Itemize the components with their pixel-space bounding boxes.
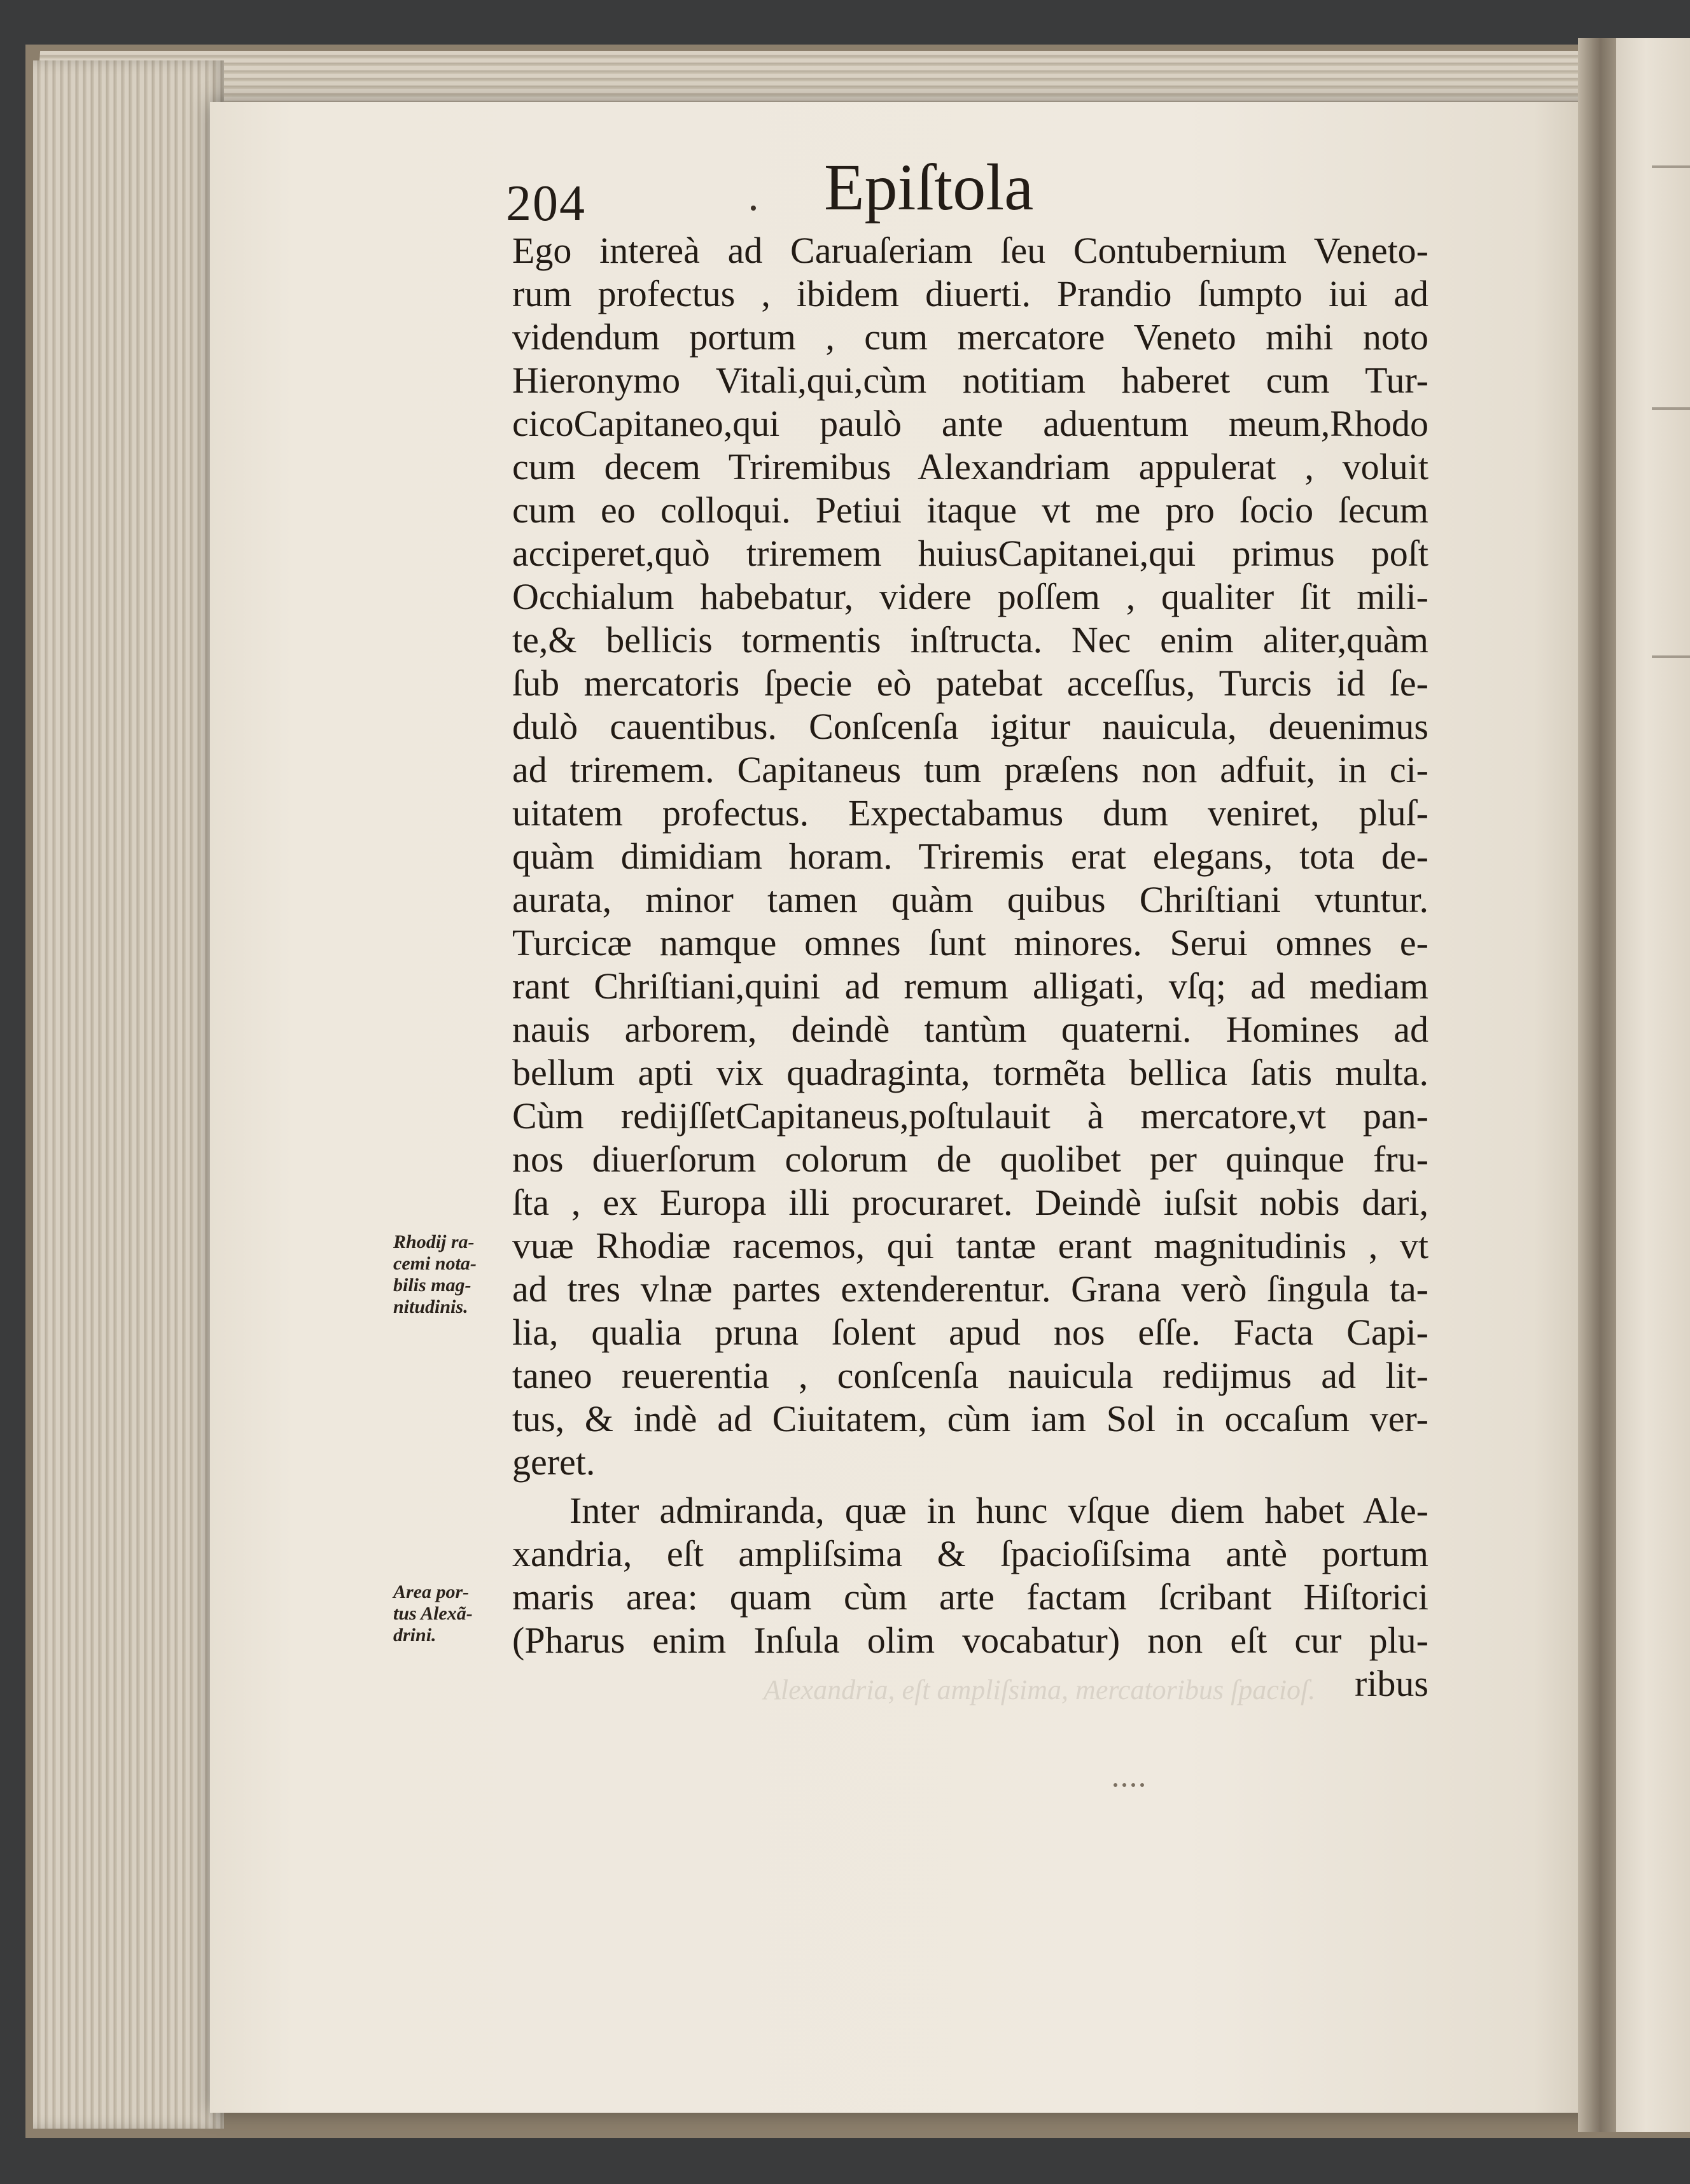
text-line: tus, & indè ad Ciuitatem, cùm iam Sol in occaſum ver- <box>512 1398 1428 1439</box>
text-line: Cùm redijſſetCapitaneus,poſtulauit à mercatore,vt pan- <box>512 1095 1428 1137</box>
text-line: geret. <box>512 1441 596 1483</box>
text-line: rant Chriſtiani,quini ad remum alligati, vſq; ad mediam <box>512 965 1428 1007</box>
text-line: nos diuerſorum colorum de quolibet per quinque fru- <box>512 1138 1428 1180</box>
text-line: Hieronymo Vitali,qui,cùm notitiam haberet cum Tur- <box>512 360 1428 401</box>
facing-page-mark <box>1652 165 1690 168</box>
text-line: rum profectus , ibidem diuerti. Prandio ſumpto iui ad <box>512 273 1428 314</box>
text-line: uitatem profectus. Expectabamus dum veniret, pluſ- <box>512 792 1428 834</box>
text-line: maris area: quam cùm arte factam ſcribant Hiſtorici <box>512 1576 1428 1618</box>
facing-page-mark <box>1652 407 1690 410</box>
text-line: (Pharus enim Inſula olim vocabatur) non eſt cur plu- <box>512 1620 1428 1661</box>
printer-marks <box>1114 1779 1164 1782</box>
text-line: aurata, minor tamen quàm quibus Chriſtiani vtuntur. <box>512 879 1428 920</box>
text-line: ſub mercatoris ſpecie eò patebat acceſſus, Turcis id ſe- <box>512 662 1428 704</box>
paragraph-spacer <box>512 1484 1428 1489</box>
sidenote-line: drini. <box>393 1625 436 1646</box>
text-line: quàm dimidiam horam. Triremis erat elegans, tota de- <box>512 836 1428 877</box>
facing-page-edge <box>1616 38 1690 2132</box>
text-line: cicoCapitaneo,qui paulò ante aduentum meum,Rhodo <box>512 403 1428 444</box>
sidenote-line: tus Alexã- <box>393 1603 473 1624</box>
header-ornament <box>751 206 756 211</box>
sidenote-area <box>393 1581 520 1646</box>
text-line: cum eo colloqui. Petiui itaque vt me pro ſocio ſecum <box>512 489 1428 531</box>
text-line: Ego intereà ad Caruaſeriam ſeu Contubernium Veneto- <box>512 230 1428 271</box>
facing-page-mark <box>1652 655 1690 658</box>
text-line: xandria, eſt ampliſsima & ſpacioſiſsima antè portum <box>512 1533 1428 1574</box>
sidenote-line: cemi nota- <box>393 1253 477 1274</box>
page-fore-edges <box>33 60 224 2129</box>
text-line: dulò cauentibus. Conſcenſa igitur nauicula, deuenimus <box>512 706 1428 747</box>
body-text <box>512 229 1428 1705</box>
page-top-edges <box>36 51 1593 108</box>
text-line: Turcicæ namque omnes ſunt minores. Serui omnes e- <box>512 922 1428 963</box>
text-line: nauis arborem, deindè tantùm quaterni. Homines ad <box>512 1009 1428 1050</box>
text-line: Inter admiranda, quæ in hunc vſque diem habet Ale- <box>569 1490 1428 1531</box>
text-line: vuæ Rhodiæ racemos, qui tantæ erant magnitudinis , vt <box>512 1225 1428 1266</box>
sidenote-line: bilis mag- <box>393 1275 471 1296</box>
sidenote-line: nitudinis. <box>393 1296 468 1317</box>
sidenote-rhodii <box>393 1231 520 1318</box>
text-line: cum decem Triremibus Alexandriam appulerat , voluit <box>512 446 1428 487</box>
text-line: Occhialum habebatur, videre poſſem , qualiter ſit mili- <box>512 576 1428 617</box>
text-line: bellum apti vix quadraginta, tormẽta bellica ſatis multa. <box>512 1052 1428 1093</box>
sidenote-line: Area por- <box>393 1581 470 1602</box>
catchword: ribus <box>1355 1663 1428 1704</box>
text-line: acciperet,quò triremem huiusCapitanei,qui primus poſt <box>512 533 1428 574</box>
sidenote-line: Rhodij ra- <box>393 1231 475 1252</box>
running-title: Epiſtola <box>824 151 1034 224</box>
text-line: lia, qualia pruna ſolent apud nos eſſe. Facta Capi- <box>512 1312 1428 1353</box>
text-line: ſta , ex Europa illi procuraret. Deindè iuſsit nobis dari, <box>512 1182 1428 1223</box>
page-number: 204 <box>506 176 586 232</box>
text-line: ad tres vlnæ partes extenderentur. Grana verò ſingula ta- <box>512 1268 1428 1310</box>
text-line: videndum portum , cum mercatore Veneto mihi noto <box>512 316 1428 358</box>
bleed-through-text: Alexandria, eſt ampliſsima, mercatoribus ſpacioſ. <box>764 1674 1316 1705</box>
page-header <box>506 150 1142 239</box>
text-line: ad triremem. Capitaneus tum præſens non adfuit, in ci- <box>512 749 1428 790</box>
text-line: taneo reuerentia , conſcenſa nauicula redijmus ad lit- <box>512 1355 1428 1396</box>
text-line: te,& bellicis tormentis inſtructa. Nec enim aliter,quàm <box>512 619 1428 661</box>
